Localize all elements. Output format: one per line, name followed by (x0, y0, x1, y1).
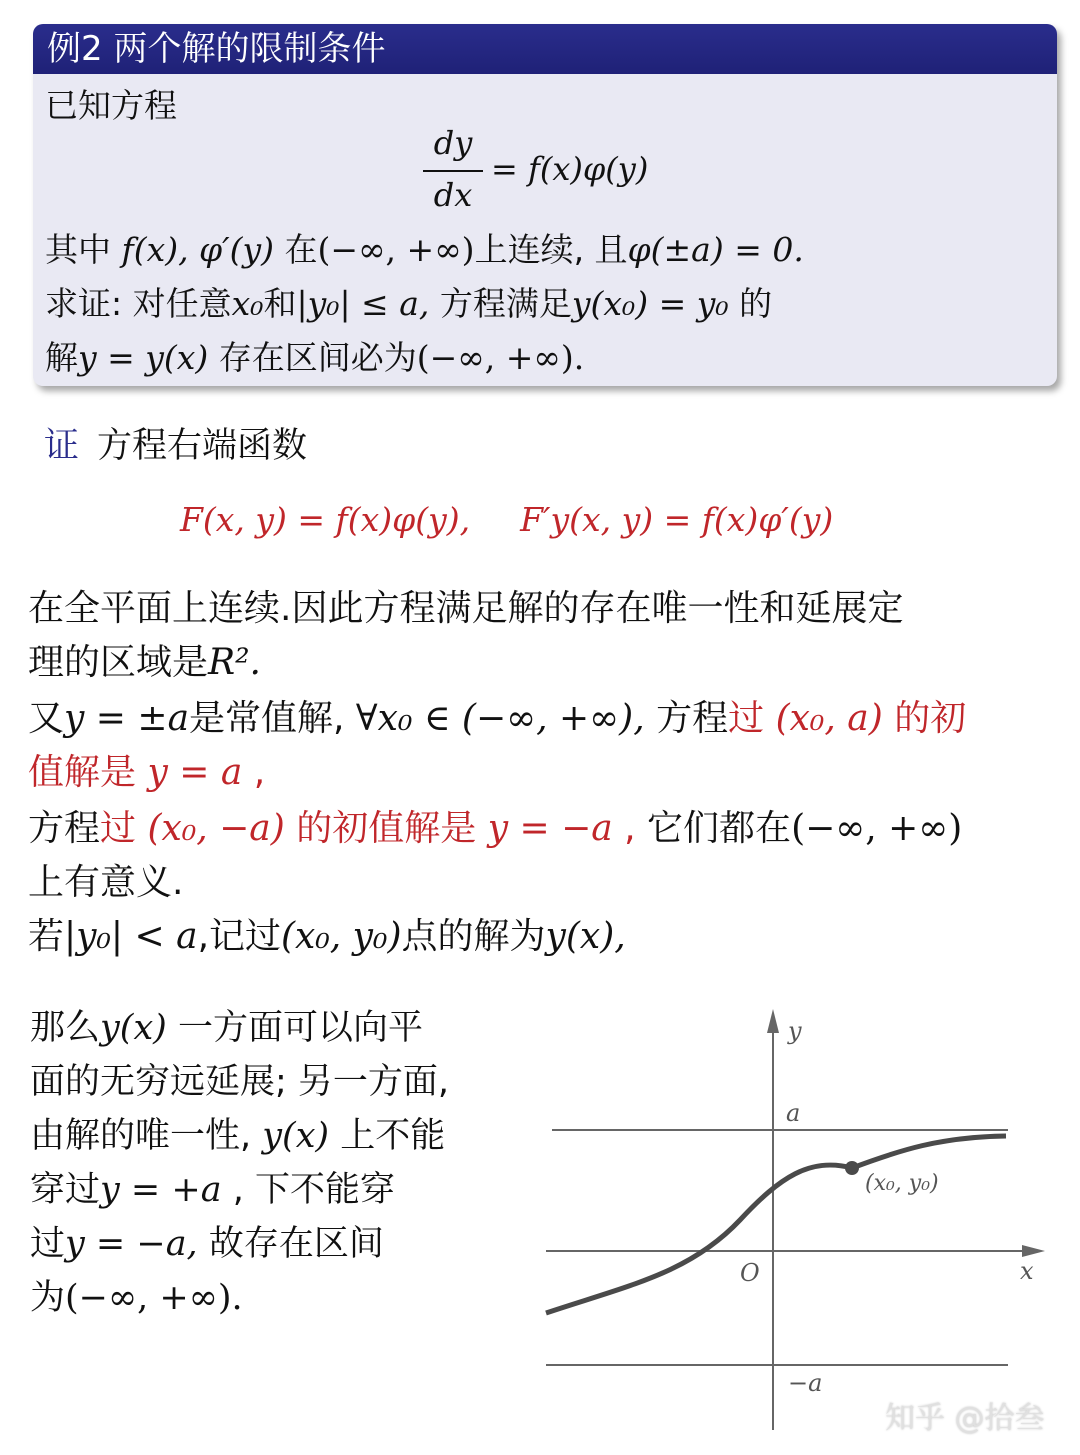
main-equation (423, 124, 723, 234)
neg-a-label: −a (788, 1369, 823, 1397)
equation-denominator: dx (433, 176, 473, 214)
prove-line: 求证: 对任意x₀和|y₀| ≤ a, 方程满足y(x₀) = y₀ 的 (45, 284, 773, 323)
paragraph-upper-solution: 值解是 y = a , (28, 752, 266, 793)
proof-intro: 方程右端函数 (97, 426, 308, 466)
bottom-line-5: 过y = −a, 故存在区间 (30, 1224, 384, 1264)
x-axis-label: x (1020, 1257, 1034, 1285)
proof-label: 证 (44, 426, 80, 466)
bottom-line-2: 面的无穷远延展; 另一方面, (30, 1062, 450, 1102)
function-formula: F(x, y) = f(x)φ(y), F′y(x, y) = f(x)φ′(y) (180, 500, 834, 539)
proof-header (44, 418, 307, 468)
bottom-line-4: 穿过y = +a , 下不能穿 (30, 1170, 395, 1210)
a-label: a (786, 1099, 801, 1127)
bottom-line-3: 由解的唯一性, y(x) 上不能 (30, 1116, 446, 1156)
watermark: 知乎 @拾叁 (885, 1401, 1045, 1436)
equation-rhs: = f(x)φ(y) (491, 150, 649, 188)
paragraph-if-y0: 若|y₀| < a,记过(x₀, y₀)点的解为y(x), (28, 916, 626, 957)
bottom-line-1: 那么y(x) 一方面可以向平 (30, 1008, 423, 1048)
bottom-line-6: 为(−∞, +∞). (30, 1278, 243, 1318)
condition-line: 其中 f(x), φ′(y) 在(−∞, +∞)上连续, 且φ(±a) = 0. (45, 230, 804, 269)
initial-point (845, 1161, 859, 1175)
origin-label: O (740, 1259, 760, 1287)
paragraph-meaning: 上有意义. (28, 862, 184, 903)
x-axis-arrow (1022, 1245, 1045, 1257)
solution-line: 解y = y(x) 存在区间必为(−∞, +∞). (45, 338, 585, 377)
fraction-bar (423, 170, 483, 172)
given-label: 已知方程 (45, 86, 177, 125)
paragraph-continuity: 在全平面上连续.因此方程满足解的存在唯一性和延展定 (28, 588, 904, 629)
paragraph-region: 理的区域是R². (28, 642, 261, 683)
example-title: 例2 两个解的限制条件 (33, 24, 1057, 74)
solution-curve (546, 1136, 1006, 1313)
y-axis-arrow (767, 1009, 779, 1033)
point-label: (x₀, y₀) (865, 1171, 939, 1196)
paragraph-lower-solution: 方程过 (x₀, −a) 的初值解是 y = −a , 它们都在(−∞, +∞) (28, 808, 963, 849)
y-axis-label: y (788, 1017, 802, 1045)
paragraph-constant-solutions: 又y = ±a是常值解, ∀x₀ ∈ (−∞, +∞), 方程过 (x₀, a) 的初 (28, 698, 967, 739)
equation-numerator: dy (433, 124, 473, 162)
example-box (33, 24, 1057, 386)
solution-graph (540, 1005, 1060, 1435)
